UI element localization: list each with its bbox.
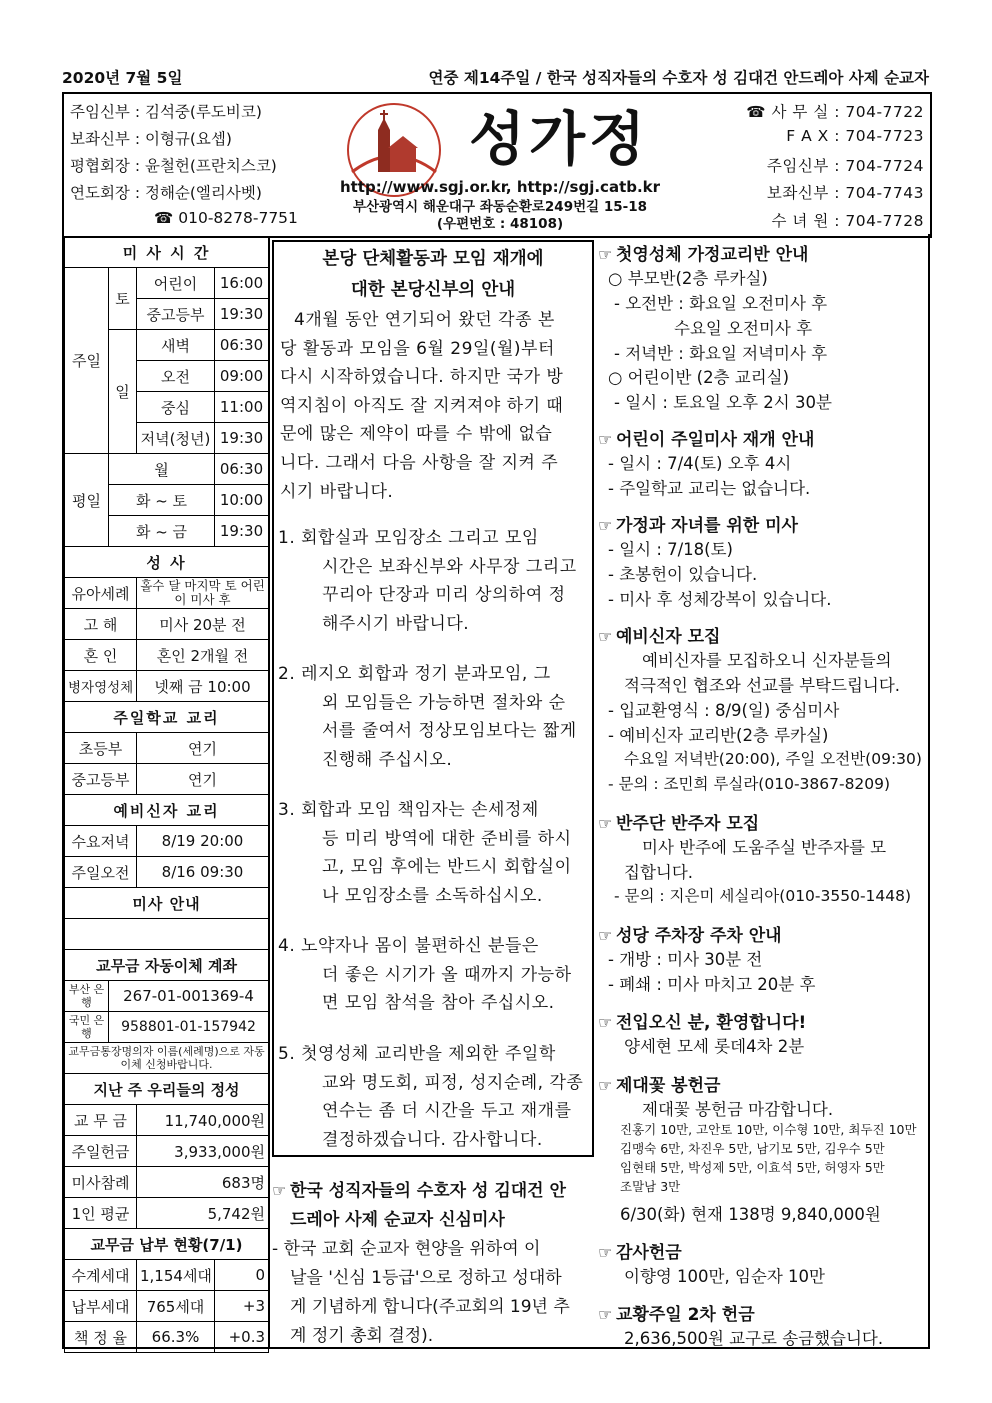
pointing-hand-icon: ☞ — [598, 1243, 613, 1262]
welcome-heading — [598, 1008, 806, 1033]
sacrament-time: 홀수 달 마지막 토 어린이 미사 후 — [137, 578, 269, 609]
dues-heading: 교무금 납부 현황(7/1) — [65, 1229, 269, 1260]
notice-item-5 — [278, 1040, 588, 1154]
memorial-line: 날을 '신심 1등급'으로 정하고 성대하 — [290, 1268, 562, 1288]
memorial-line: 게 기념하게 합니다(주교회의 19년 추 — [290, 1297, 570, 1317]
announcement-line: ○ 부모반(2층 루카실) — [608, 269, 768, 288]
catechumen-class: 주일오전 — [65, 857, 137, 888]
sunday-day-label: 일 — [109, 330, 137, 454]
offering-value: 5,742원 — [137, 1198, 269, 1229]
offering-value: 683명 — [137, 1167, 269, 1198]
announcement-line: - 일시 : 7/4(토) 오후 4시 — [608, 454, 792, 473]
sunday-school-heading: 주일학교 교리 — [65, 702, 269, 733]
council-president-info: 평협회장 : 윤철헌(프란치스코) — [70, 157, 277, 175]
memorial-line: - 한국 교회 순교자 현양을 위하여 이 — [272, 1239, 541, 1259]
announcement-line: - 미사 후 성체강복이 있습니다. — [608, 590, 832, 609]
item-line: 고, 모임 후에는 반드시 회합실이 — [322, 857, 572, 878]
prayer-president-info: 연도회장 : 정해순(엘리사벳) — [70, 184, 262, 202]
sacrament-name: 고 해 — [65, 609, 137, 640]
pastor-info: 주임신부 : 김석중(루도비코) — [70, 103, 262, 121]
altar-flower-heading — [598, 1071, 720, 1096]
sacrament-name: 유아세례 — [65, 578, 137, 609]
item-line: 나 모임장소를 소독하십시오. — [322, 885, 543, 906]
issue-date: 2020년 7월 5일 — [62, 69, 183, 87]
weekday-label: 평일 — [65, 454, 109, 547]
heading-text: 감사헌금 — [616, 1243, 682, 1263]
mass-name: 저녁(청년) — [137, 423, 215, 454]
announcement-line: - 일시 : 7/18(토) — [608, 540, 733, 559]
bank-account: 267-01-001369-4 — [109, 981, 269, 1012]
offering-label: 미사참례 — [65, 1167, 137, 1198]
notice-item-2 — [278, 660, 588, 774]
pastor-phone: 주임신부 : 704-7724 — [766, 157, 924, 175]
church-address — [330, 199, 670, 233]
dues-label: 납부세대 — [65, 1291, 137, 1322]
mass-notice-content — [65, 919, 269, 950]
mass-time: 09:00 — [215, 361, 269, 392]
mass-name: 어린이 — [137, 268, 215, 299]
intro-line: 역지침이 아직도 잘 지켜져야 하기 때 — [280, 395, 564, 416]
first-communion-heading — [598, 240, 808, 265]
school-status: 연기 — [137, 764, 269, 795]
mass-name: 중심 — [137, 392, 215, 423]
memorial-mass-section — [272, 1176, 590, 1351]
mass-time: 11:00 — [215, 392, 269, 423]
office-phone: ☎ 사 무 실 : 704-7722 — [746, 103, 924, 121]
offering-label: 주일헌금 — [65, 1136, 137, 1167]
contact-phone: ☎ 010-8278-7751 — [154, 209, 298, 227]
sacrament-time: 혼인 2개월 전 — [137, 640, 269, 671]
item-line: 4. 노약자나 몸이 불편하신 분들은 — [278, 936, 539, 956]
mass-name: 오전 — [137, 361, 215, 392]
heading-text: 교황주일 2차 헌금 — [616, 1305, 755, 1325]
sacrament-time: 미사 20분 전 — [137, 609, 269, 640]
catechumen-time: 8/16 09:30 — [137, 857, 269, 888]
pointing-hand-icon: ☞ — [598, 516, 613, 535]
memorial-title-line: 드레아 사제 순교자 신심미사 — [290, 1210, 505, 1230]
intro-line: 4개월 동안 연기되어 왔던 각종 본 — [294, 310, 555, 330]
mass-time: 16:00 — [215, 268, 269, 299]
heading-text: 예비신자 모집 — [616, 627, 721, 647]
item-line: 진행해 주십시오. — [322, 749, 453, 770]
notice-item-4 — [278, 932, 588, 1018]
postal-code: (우편번호 : 48108) — [436, 216, 564, 232]
pastor-notice-box — [272, 240, 594, 1157]
intro-line: 당 활동과 모임을 6월 29일(월)부터 — [280, 338, 555, 359]
pointing-hand-icon: ☞ — [598, 814, 613, 833]
altar-flower-total: 6/30(화) 현재 138명 9,840,000원 — [620, 1205, 881, 1224]
memorial-title-line: 한국 성직자들의 수호자 성 김대건 안 — [290, 1181, 566, 1201]
dues-label: 책 정 율 — [65, 1322, 137, 1353]
school-status: 연기 — [137, 733, 269, 764]
bank-name: 부산 은행 — [65, 981, 109, 1012]
heading-text: 제대꽃 봉헌금 — [616, 1076, 721, 1096]
schedule-table — [64, 236, 269, 1353]
intro-line: 문에 많은 제약이 따를 수 밖에 없습 — [280, 424, 553, 445]
announcement-line: - 예비신자 교리반(2층 루카실) — [608, 726, 829, 745]
heading-text: 전입오신 분, 환영합니다! — [616, 1013, 807, 1033]
memorial-line: 계 정기 총회 결정). — [290, 1326, 434, 1346]
saturday-label: 토 — [109, 268, 137, 330]
assistant-pastor-info: 보좌신부 : 이형규(요셉) — [70, 130, 232, 148]
item-line: 시간은 보좌신부와 사무장 그리고 — [322, 556, 577, 577]
item-line: 연수는 좀 더 시간을 두고 재개를 — [322, 1101, 572, 1122]
announcement-line: ○ 어린이반 (2층 교리실) — [608, 368, 790, 387]
pointing-hand-icon: ☞ — [598, 1013, 613, 1032]
assistant-phone: 보좌신부 : 704-7743 — [766, 184, 924, 202]
mass-name: 새벽 — [137, 330, 215, 361]
item-line: 교와 명도회, 피정, 성지순례, 각종 — [322, 1072, 584, 1093]
mass-name: 월 — [109, 454, 215, 485]
announcement-line: - 주일학교 교리는 없습니다. — [608, 479, 811, 498]
dues-value: 66.3% — [137, 1322, 215, 1353]
item-line: 면 모임 참석을 참아 주십시오. — [322, 993, 555, 1014]
memorial-title — [272, 1176, 590, 1206]
dues-change: 0 — [215, 1260, 269, 1291]
donor-line: 조말남 3만 — [620, 1179, 681, 1194]
item-line: 1. 회합실과 모임장소 그리고 모임 — [278, 528, 539, 548]
donor-line: 김맹숙 6만, 차진우 5만, 남기모 5만, 김우수 5만 — [620, 1141, 885, 1156]
auto-transfer-heading: 교무금 자동이체 계좌 — [65, 950, 269, 981]
mass-time: 19:30 — [215, 516, 269, 547]
dues-change: +0.3 — [215, 1322, 269, 1353]
offering-heading: 지난 주 우리들의 정성 — [65, 1074, 269, 1105]
item-line: 3. 회합과 모임 책임자는 손세정제 — [278, 800, 539, 820]
announcement-line: - 저녁반 : 화요일 저녁미사 후 — [614, 344, 828, 363]
announcement-line: 집합니다. — [624, 863, 694, 882]
newsletter-title: 성가정 — [469, 105, 650, 173]
announcement-line: 수요일 저녁반(20:00), 주일 오전반(09:30) — [624, 750, 922, 768]
sacrament-time: 넷째 금 10:00 — [137, 671, 269, 702]
offering-value: 11,740,000원 — [137, 1105, 269, 1136]
website-urls[interactable]: http://www.sgj.or.kr, http://sgj.catb.kr — [339, 178, 661, 196]
intro-line: 니다. 그래서 다음 사항을 잘 지켜 주 — [280, 452, 559, 473]
pointing-hand-icon: ☞ — [598, 430, 613, 449]
intro-line: 시기 바랍니다. — [280, 481, 394, 502]
announcement-line: 예비신자를 모집하오니 신자분들의 — [642, 651, 892, 670]
mass-time: 19:30 — [215, 423, 269, 454]
top-line — [62, 66, 929, 88]
mass-time: 19:30 — [215, 299, 269, 330]
family-mass-heading — [598, 511, 798, 536]
sacrament-name: 혼 인 — [65, 640, 137, 671]
announcement-line: - 문의 : 조민희 루실라(010-3867-8209) — [608, 775, 891, 793]
offering-label: 교 무 금 — [65, 1105, 137, 1136]
announcement-line: 제대꽃 봉헌금 마감합니다. — [642, 1100, 834, 1119]
fax-number: F A X : 704-7723 — [786, 127, 924, 145]
announcement-line: 양세현 모세 롯데4차 2분 — [624, 1037, 805, 1056]
notice-title — [274, 244, 592, 306]
announcement-line: - 일시 : 토요일 오후 2시 30분 — [614, 393, 832, 412]
notice-item-1 — [278, 524, 588, 638]
heading-text: 첫영성체 가정교리반 안내 — [616, 245, 809, 265]
announcement-line: 2,636,500원 교구로 송금했습니다. — [624, 1329, 884, 1348]
announcement-line: - 오전반 : 화요일 오전미사 후 — [614, 294, 828, 313]
item-line: 서를 줄여서 정상모임보다는 짧게 — [322, 721, 577, 742]
dues-change: +3 — [215, 1291, 269, 1322]
dues-value: 1,154세대 — [137, 1260, 215, 1291]
mass-times-heading: 미 사 시 간 — [65, 237, 269, 268]
catechumen-class: 수요저녁 — [65, 826, 137, 857]
sacraments-heading: 성 사 — [65, 547, 269, 578]
heading-text: 가정과 자녀를 위한 미사 — [616, 516, 798, 536]
announcement-line: - 입교환영식 : 8/9(일) 중심미사 — [608, 701, 840, 720]
pointing-hand-icon: ☞ — [598, 1076, 613, 1095]
item-line: 해주시기 바랍니다. — [322, 613, 470, 634]
item-line: 5. 첫영성체 교리반을 제외한 주일학 — [278, 1044, 556, 1064]
donor-line: 진홍기 10만, 고안토 10만, 이수형 10만, 최두진 10만 — [620, 1122, 917, 1137]
street-address: 부산광역시 해운대구 좌동순환로249번길 15-18 — [352, 199, 648, 215]
catechumen-heading: 예비신자 교리 — [65, 795, 269, 826]
bank-name: 국민 은행 — [65, 1012, 109, 1043]
offering-value: 3,933,000원 — [137, 1136, 269, 1167]
dues-label: 수계세대 — [65, 1260, 137, 1291]
item-line: 외 모임들은 가능하면 절차와 순 — [322, 692, 566, 713]
catechumen-recruit-heading — [598, 622, 720, 647]
papal-collection-heading — [598, 1300, 755, 1325]
announcement-line: - 초봉헌이 있습니다. — [608, 565, 758, 584]
transfer-note: 교무금통장명의자 이름(세례명)으로 자동이체 신청바랍니다. — [65, 1043, 269, 1074]
item-line: 2. 레지오 회합과 정기 분과모임, 그 — [278, 664, 551, 684]
accompanist-heading — [598, 809, 759, 834]
announcement-line: 미사 반주에 도움주실 반주자를 모 — [642, 838, 887, 857]
announcement-line: 적극적인 협조와 선교를 부탁드립니다. — [624, 676, 901, 695]
catechumen-time: 8/19 20:00 — [137, 826, 269, 857]
pointing-hand-icon: ☞ — [598, 926, 613, 945]
pointing-hand-icon: ☞ — [598, 245, 613, 264]
notice-title-line: 본당 단체활동과 모임 재개에 — [322, 249, 544, 269]
sacrament-name: 병자영성체 — [65, 671, 137, 702]
mass-name: 화 ~ 금 — [109, 516, 215, 547]
pointing-hand-icon: ☞ — [598, 627, 613, 646]
announcement-line: - 개방 : 미사 30분 전 — [608, 950, 763, 969]
convent-phone: 수 녀 원 : 704-7728 — [771, 212, 924, 230]
donor-line: 임현태 5만, 박성제 5만, 이효석 5만, 허영자 5만 — [620, 1160, 885, 1175]
heading-text: 반주단 반주자 모집 — [616, 814, 760, 834]
item-line: 결정하겠습니다. 감사합니다. — [322, 1129, 543, 1150]
pointing-hand-icon: ☞ — [598, 1305, 613, 1324]
notice-item-3 — [278, 796, 588, 910]
mass-time: 06:30 — [215, 454, 269, 485]
mass-name: 화 ~ 토 — [109, 485, 215, 516]
announcement-line: 수요일 오전미사 후 — [674, 319, 813, 338]
heading-text: 어린이 주일미사 재개 안내 — [616, 430, 815, 450]
mass-notice-heading: 미사 안내 — [65, 888, 269, 919]
announcement-line: - 문의 : 지은미 세실리아(010-3550-1448) — [614, 887, 912, 905]
item-line: 등 미리 방역에 대한 준비를 하시 — [322, 828, 572, 849]
heading-text: 성당 주차장 주차 안내 — [616, 926, 782, 946]
intro-line: 다시 시작하였습니다. 하지만 국가 방 — [280, 367, 564, 388]
left-sidebar — [62, 236, 270, 1349]
item-line: 꾸리아 단장과 미리 상의하여 정 — [322, 585, 566, 606]
children-mass-heading — [598, 425, 814, 450]
notice-intro — [280, 306, 586, 335]
announcement-line: 이향영 100만, 임순자 10만 — [624, 1267, 825, 1286]
bank-account: 958801-01-157942 — [109, 1012, 269, 1043]
sunday-label: 주일 — [65, 268, 109, 454]
mass-time: 06:30 — [215, 330, 269, 361]
notice-intro-rest — [280, 335, 586, 507]
mass-time: 10:00 — [215, 485, 269, 516]
item-line: 더 좋은 시기가 올 때까지 가능하 — [322, 964, 572, 985]
parking-heading — [598, 921, 782, 946]
offering-label: 1인 평균 — [65, 1198, 137, 1229]
school-group: 중고등부 — [65, 764, 137, 795]
announcement-line: - 폐쇄 : 미사 마치고 20분 후 — [608, 975, 816, 994]
school-group: 초등부 — [65, 733, 137, 764]
dues-value: 765세대 — [137, 1291, 215, 1322]
masthead-box — [62, 92, 932, 238]
mass-name: 중고등부 — [137, 299, 215, 330]
thanks-offering-heading — [598, 1238, 682, 1263]
pointing-hand-icon: ☞ — [272, 1181, 287, 1200]
notice-title-line: 대한 본당신부의 안내 — [350, 280, 516, 300]
right-border — [928, 234, 930, 1349]
liturgical-occasion: 연중 제14주일 / 한국 성직자들의 수호자 성 김대건 안드레아 사제 순교자 — [428, 69, 929, 87]
